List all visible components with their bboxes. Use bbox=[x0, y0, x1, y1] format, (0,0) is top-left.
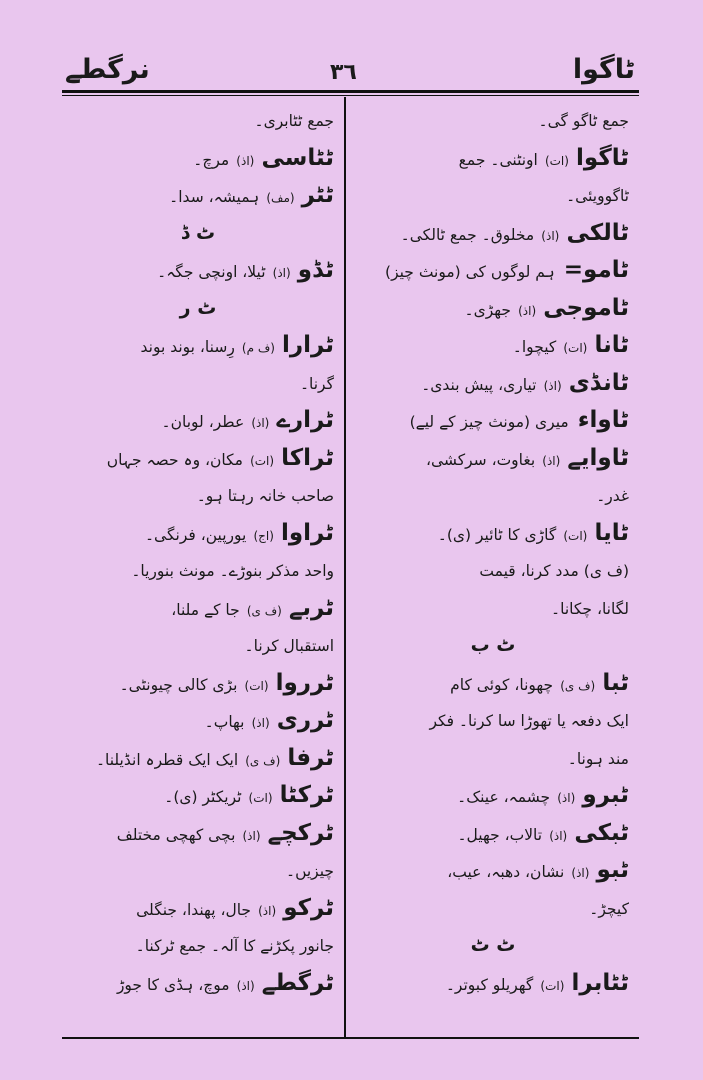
grammar-tag: (اذ) bbox=[272, 266, 291, 280]
headword: ٹرروا bbox=[275, 669, 334, 696]
definition-text: صاحب خانہ رہتا ہو۔ bbox=[196, 487, 334, 505]
definition-text: جمع ٹاگو گی۔ bbox=[538, 112, 629, 130]
grammar-tag: (مف) bbox=[266, 191, 295, 205]
definition-continuation bbox=[62, 365, 334, 403]
dictionary-entry bbox=[62, 252, 334, 290]
dictionary-entry bbox=[357, 515, 629, 553]
definition-text: غدر۔ bbox=[596, 487, 629, 505]
headword: ٹٹابرا bbox=[571, 969, 629, 996]
definition-text: مرچ۔ bbox=[193, 150, 230, 169]
dictionary-entry bbox=[62, 402, 334, 440]
headword: ٹڈو bbox=[297, 257, 334, 283]
definition-text: ٹیلا، اونچی جگہ۔ bbox=[157, 263, 266, 281]
dictionary-entry bbox=[62, 740, 334, 778]
definition-text: چیزیں۔ bbox=[285, 862, 334, 880]
grammar-tag: (ات) bbox=[544, 153, 569, 168]
definition-text: بڑی کالی چیونٹی۔ bbox=[119, 675, 238, 694]
section-heading: ٹ ب bbox=[470, 634, 516, 656]
definition-text: جال، پھندا، جنگلی bbox=[136, 900, 252, 919]
dictionary-entry bbox=[62, 440, 334, 478]
definition-text: (ف ی) مدد کرنا، قیمت bbox=[479, 562, 629, 580]
definition-text: گاڑی کا ٹائیر (ی)۔ bbox=[437, 525, 557, 544]
column-divider bbox=[344, 97, 346, 1037]
section-heading: ٹ ڈ bbox=[180, 221, 216, 244]
definition-text: کیچوا۔ bbox=[512, 338, 557, 356]
definition-text: ایک ایک قطرہ انڈیلنا۔ bbox=[95, 750, 239, 769]
dictionary-entry bbox=[62, 702, 334, 740]
definition-text: تالاب، جھیل۔ bbox=[457, 825, 543, 844]
dictionary-entry bbox=[62, 777, 334, 815]
dictionary-entry bbox=[62, 665, 334, 703]
right-column bbox=[357, 102, 629, 1002]
definition-continuation bbox=[62, 627, 334, 665]
header-left-word: نرگطے bbox=[65, 54, 150, 85]
definition-text: مخلوق۔ جمع ٹالکی۔ bbox=[400, 225, 535, 244]
definition-continuation bbox=[357, 702, 629, 740]
grammar-tag: (اذ) bbox=[242, 828, 261, 843]
grammar-tag: (ات) bbox=[540, 978, 565, 993]
grammar-tag: (ات) bbox=[250, 453, 275, 468]
headword: ٹرگطے bbox=[261, 969, 334, 996]
definition-text: جھڑی۔ bbox=[464, 300, 511, 319]
headword: ٹبا bbox=[602, 669, 629, 696]
grammar-tag: (اذ) bbox=[251, 416, 270, 430]
headword: ٹٹاسی bbox=[261, 144, 334, 171]
headword: ٹرری bbox=[276, 707, 334, 733]
definition-text: عطر، لوبان۔ bbox=[161, 413, 245, 431]
definition-text: لگانا، چکانا۔ bbox=[551, 599, 629, 618]
dictionary-entry bbox=[62, 815, 334, 853]
headword: ٹانا bbox=[594, 332, 629, 358]
left-column bbox=[62, 102, 334, 1002]
definition-continuation bbox=[62, 552, 334, 590]
dictionary-entry bbox=[357, 965, 629, 1003]
header-right-word: ٹاگوا bbox=[572, 54, 635, 85]
dictionary-entry bbox=[357, 777, 629, 815]
headword: ٹربے bbox=[288, 594, 334, 621]
definition-text: ٹاگوویئی۔ bbox=[566, 187, 629, 205]
grammar-tag: (اذ) bbox=[557, 791, 576, 805]
definition-text: چھونا، کوئی کام bbox=[450, 675, 554, 694]
grammar-tag: (اذ) bbox=[258, 903, 277, 918]
definition-continuation bbox=[357, 477, 629, 515]
definition-text: بغاوت، سرکشی، bbox=[425, 450, 536, 469]
definition-text: موچ، ہڈی کا جوڑ bbox=[116, 975, 230, 994]
headword: ٹرفا bbox=[287, 744, 334, 771]
definition-continuation bbox=[357, 590, 629, 628]
headword: ٹٹر bbox=[301, 182, 334, 208]
grammar-tag: (ف م) bbox=[241, 341, 275, 355]
dictionary-entry bbox=[357, 665, 629, 703]
definition-text: اونٹنی۔ جمع bbox=[458, 150, 538, 169]
grammar-tag bbox=[569, 416, 573, 430]
definition-text: ایک دفعہ یا تھوڑا سا کرنا۔ فکر bbox=[429, 712, 629, 730]
grammar-tag: (ات) bbox=[563, 341, 588, 355]
dictionary-entry bbox=[357, 365, 629, 403]
dictionary-entry bbox=[357, 327, 629, 365]
dictionary-entry bbox=[62, 590, 334, 628]
dictionary-entry bbox=[62, 515, 334, 553]
section-heading: ٹ ٹ bbox=[470, 934, 516, 956]
headword: ٹرارا bbox=[282, 332, 334, 358]
definition-text: واحد مذکر بنوڑے۔ مونث بنوریا۔ bbox=[131, 562, 334, 580]
grammar-tag: (اذ) bbox=[541, 228, 560, 243]
definition-text: کیچڑ۔ bbox=[589, 899, 629, 918]
grammar-tag: (اج) bbox=[253, 528, 274, 543]
grammar-tag: (ف ی) bbox=[246, 603, 282, 618]
dictionary-entry bbox=[62, 327, 334, 365]
grammar-tag: (ف ی) bbox=[560, 678, 596, 693]
definition-text: چشمہ، عینک۔ bbox=[457, 788, 551, 806]
dictionary-entry bbox=[357, 852, 629, 890]
dictionary-entry bbox=[62, 965, 334, 1003]
definition-text: ہمیشہ، سدا۔ bbox=[169, 188, 260, 206]
dictionary-entry bbox=[357, 815, 629, 853]
headword: ٹاموجی bbox=[543, 294, 629, 321]
definition-text: بچی کھچی مختلف bbox=[116, 825, 236, 844]
headword: ٹانڈی bbox=[568, 369, 629, 396]
definition-text: مند ہونا۔ bbox=[567, 749, 629, 768]
headword: ٹالکی bbox=[566, 219, 629, 246]
headword: ٹرکو bbox=[283, 894, 334, 921]
definition-continuation bbox=[357, 552, 629, 590]
dictionary-entry bbox=[357, 290, 629, 328]
grammar-tag: (اذ) bbox=[542, 453, 561, 468]
grammar-tag: (اذ) bbox=[549, 828, 568, 843]
dictionary-entry bbox=[62, 140, 334, 178]
dictionary-entry bbox=[357, 440, 629, 478]
headword: ٹرکچے bbox=[267, 819, 334, 846]
definition-text: گھریلو کبوتر۔ bbox=[445, 975, 534, 994]
headword: ٹرکٹا bbox=[279, 782, 334, 808]
section-heading: ٹ ر bbox=[179, 296, 217, 319]
dictionary-entry bbox=[62, 177, 334, 215]
definition-text: جا کے ملنا، bbox=[171, 600, 240, 619]
grammar-tag: (ات) bbox=[563, 528, 588, 543]
headword: ٹامو= bbox=[563, 257, 629, 283]
definition-continuation bbox=[62, 852, 334, 890]
definition-text: مکان، وہ حصہ جہاں bbox=[106, 450, 243, 469]
headword: ٹراکا bbox=[281, 444, 334, 471]
grammar-tag: (اذ) bbox=[571, 866, 590, 880]
dictionary-entry bbox=[357, 140, 629, 178]
headword: ٹبو bbox=[596, 857, 629, 883]
grammar-tag: (اذ) bbox=[543, 378, 562, 393]
definition-text: ٹریکٹر (ی)۔ bbox=[164, 788, 242, 806]
page-number: ٣٦ bbox=[330, 60, 357, 85]
definition-text: یورپین، فرنگی۔ bbox=[144, 525, 247, 544]
headword: ٹاوایے bbox=[567, 444, 629, 471]
definition-text: رِسنا، بوند بوند bbox=[140, 338, 235, 356]
headword: ٹاواء bbox=[577, 407, 629, 433]
grammar-tag: (اذ) bbox=[236, 153, 255, 168]
grammar-tag: (اذ) bbox=[518, 303, 537, 318]
grammar-tag: (اذ) bbox=[251, 716, 270, 730]
definition-text: تیاری، پیش بندی۔ bbox=[421, 375, 537, 394]
dictionary-entry bbox=[357, 252, 629, 290]
header-rule-thin bbox=[62, 95, 639, 96]
dictionary-entry bbox=[357, 402, 629, 440]
headword: ٹایا bbox=[594, 519, 629, 546]
definition-text: جمع ٹٹابری۔ bbox=[254, 112, 334, 130]
definition-continuation bbox=[62, 927, 334, 965]
grammar-tag: (ف ی) bbox=[245, 753, 281, 768]
dictionary-entry bbox=[357, 215, 629, 253]
definition-text: گرنا۔ bbox=[299, 374, 334, 393]
definition-text: میری (مونث چیز کے لیے) bbox=[409, 413, 569, 431]
definition-text: جانور پکڑنے کا آلہ۔ جمع ٹرکنا۔ bbox=[135, 937, 334, 955]
grammar-tag: (اذ) bbox=[236, 978, 255, 993]
headword: ٹبکی bbox=[574, 819, 629, 846]
grammar-tag: (ات) bbox=[248, 791, 273, 805]
definition-text: بھاپ۔ bbox=[204, 713, 245, 731]
dictionary-entry bbox=[62, 890, 334, 928]
headword: ٹرارے bbox=[276, 407, 334, 433]
grammar-tag bbox=[555, 266, 559, 280]
definition-continuation bbox=[357, 102, 629, 140]
definition-continuation bbox=[357, 177, 629, 215]
definition-text: ہم لوگوں کی (مونث چیز) bbox=[385, 263, 555, 281]
definition-text: نشان، دھبہ، عیب، bbox=[447, 863, 565, 881]
headword: ٹاگوا bbox=[576, 144, 629, 171]
definition-continuation bbox=[62, 102, 334, 140]
footer-rule bbox=[62, 1037, 639, 1039]
grammar-tag: (ات) bbox=[244, 678, 269, 693]
header-rule bbox=[62, 90, 639, 93]
definition-continuation bbox=[357, 890, 629, 928]
headword: ٹراوا bbox=[280, 519, 334, 546]
definition-text: استقبال کرنا۔ bbox=[244, 637, 334, 655]
definition-continuation bbox=[357, 740, 629, 778]
headword: ٹبرو bbox=[582, 782, 629, 808]
definition-continuation bbox=[62, 477, 334, 515]
